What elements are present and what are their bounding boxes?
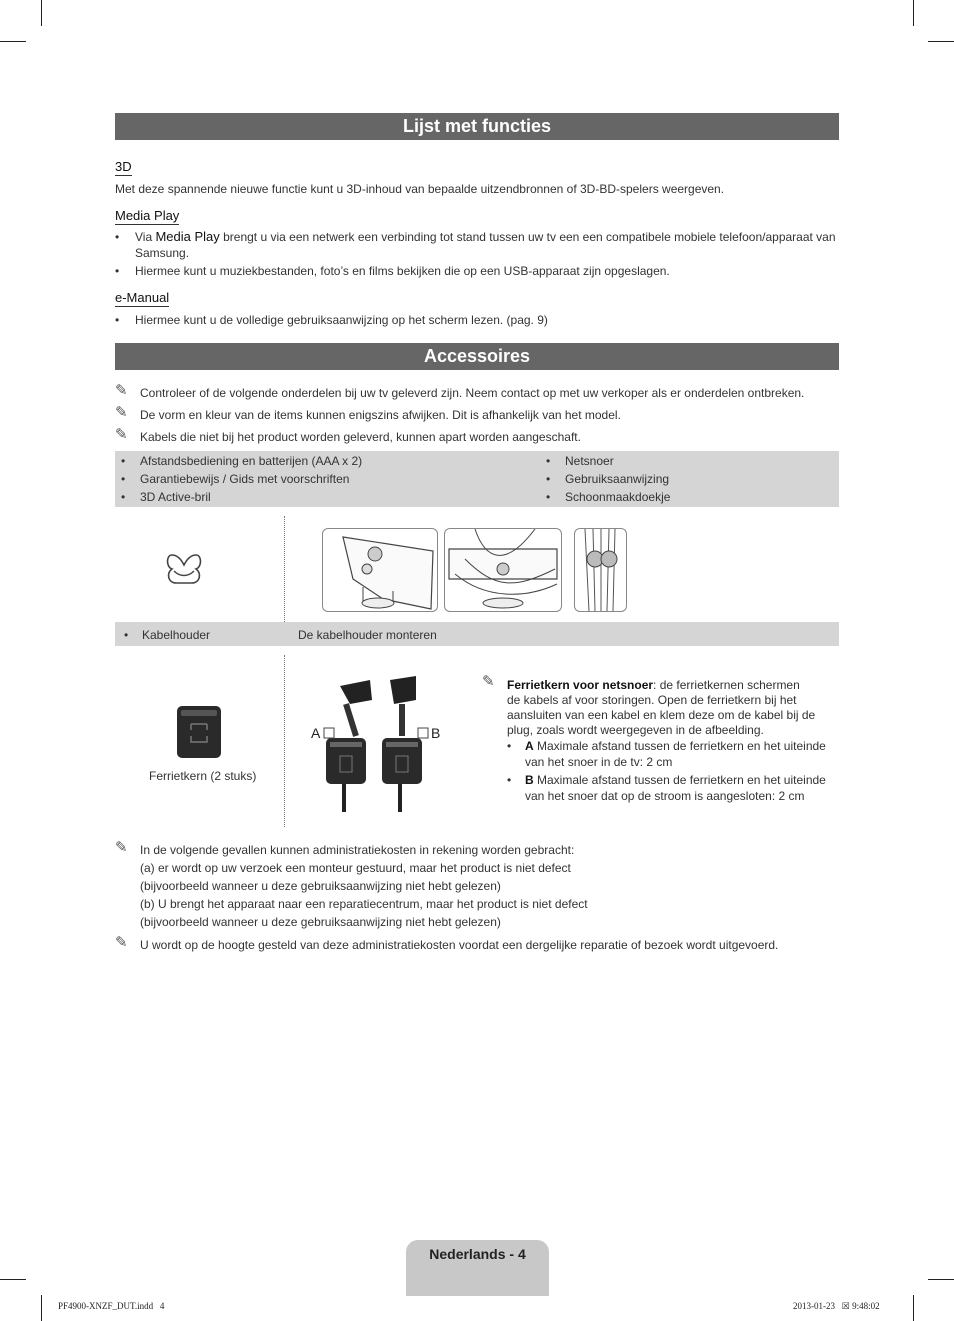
crop-mark (913, 1295, 914, 1321)
crop-mark (928, 1279, 954, 1280)
pencil-note-icon: ✎ (115, 839, 128, 856)
cable-holder-mount-image-3 (574, 528, 627, 612)
section-title-features: Lijst met functies (115, 113, 839, 140)
timestamp: 2013-01-23 ☒ 9:48:02 (793, 1301, 880, 1311)
label-b: B (431, 725, 441, 741)
list-item: • (507, 739, 512, 753)
cable-holder-mount-image-1 (322, 528, 438, 612)
cable-holder-icon (164, 549, 204, 589)
label-a: A (311, 725, 321, 741)
file-name: PF4900-XNZF_DUT.indd 4 (58, 1301, 165, 1311)
pencil-note-icon: ✎ (115, 404, 128, 421)
divider (284, 655, 285, 827)
cable-holder-mount-image-2 (444, 528, 562, 612)
crop-mark (0, 1279, 26, 1280)
crop-mark (0, 41, 26, 42)
heading-3d: 3D (115, 159, 132, 174)
page-number: Nederlands - 4 (429, 1246, 526, 1262)
pencil-note-icon: ✎ (115, 426, 128, 443)
ferrite-cable-illustration (310, 676, 450, 812)
cable-holder-label-bar (115, 622, 839, 646)
crop-mark (913, 0, 914, 26)
list-item: • (507, 773, 512, 787)
divider (284, 516, 285, 622)
ferrite-core-icon (175, 704, 223, 760)
crop-mark (41, 0, 42, 26)
crop-mark (41, 1295, 42, 1321)
crop-mark (928, 41, 954, 42)
text-3d: Met deze spannende nieuwe functie kunt u 3D-inhoud van bepaalde uitzendbronnen of 3D-BD-spelers weergeven. (115, 182, 725, 196)
heading-emanual: e-Manual (115, 290, 170, 305)
cable-holder-mount-caption: De kabelhouder monteren (298, 628, 437, 642)
heading-media-play: Media Play (115, 208, 180, 223)
section-title-accessories: Accessoires (115, 343, 839, 370)
ferrite-caption: Ferrietkern (2 stuks) (149, 769, 257, 783)
pencil-note-icon: ✎ (482, 673, 495, 690)
pencil-note-icon: ✎ (115, 382, 128, 399)
pencil-note-icon: ✎ (115, 934, 128, 951)
